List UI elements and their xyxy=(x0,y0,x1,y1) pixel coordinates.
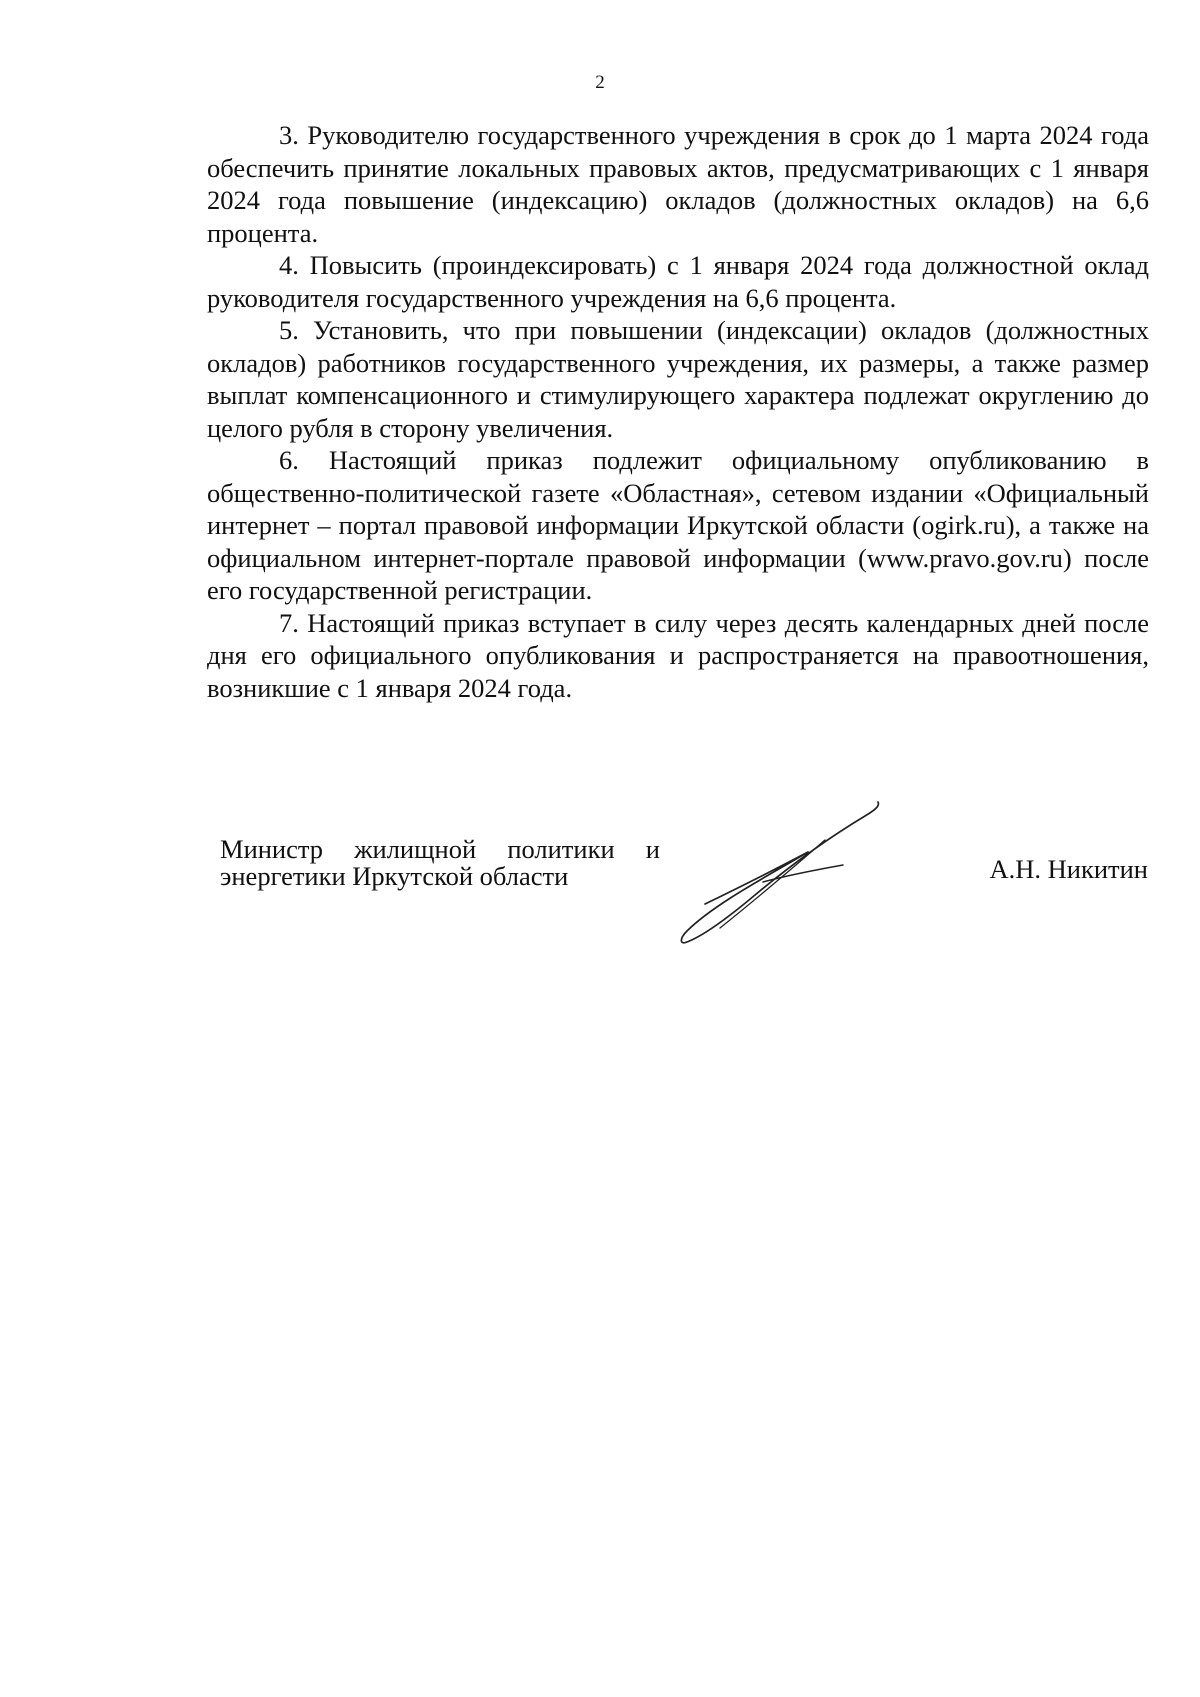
signer-position xyxy=(220,836,660,890)
page-number: 2 xyxy=(595,72,605,93)
paragraph-5: 5. Установить, что при повышении (индексации) окладов (должностных окладов) работников государственного учреждения, их размеры, а также размер выплат компенсационного и стимулирующего характера подлежат округлению до целого рубля в сторону увеличения. xyxy=(207,315,1149,443)
paragraph-3: 3. Руководителю государственного учреждения в срок до 1 марта 2024 года обеспечить принятие локальных правовых актов, предусматривающих с 1 января 2024 года повышение (индексацию) окладов (должностных окладов) на 6,6 процента. xyxy=(207,120,1149,248)
signer-position-line-2: энергетики Иркутской области xyxy=(220,861,569,891)
paragraph-6: 6. Настоящий приказ подлежит официальному опубликованию в общественно-политической газете «Областная», сетевом издании «Официальный интернет – портал правовой информации Иркутской области (ogirk.ru), а также на официальном интернет-портале правовой информации (www.pravo.gov.ru) после его государственной регистрации. xyxy=(207,445,1149,605)
handwritten-signature xyxy=(675,800,890,945)
paragraph-4: 4. Повысить (проиндексировать) с 1 января 2024 года должностной оклад руководителя государственного учреждения на 6,6 процента. xyxy=(207,250,1149,313)
signer-name: А.Н. Никитин xyxy=(989,854,1148,884)
document-body xyxy=(207,119,1149,704)
signer-position-line-1: Министр жилищной политики и xyxy=(220,834,660,864)
paragraph-7: 7. Настоящий приказ вступает в силу через десять календарных дней после дня его официального опубликования и распространяется на правоотношения, возникшие с 1 января 2024 года. xyxy=(207,607,1149,703)
